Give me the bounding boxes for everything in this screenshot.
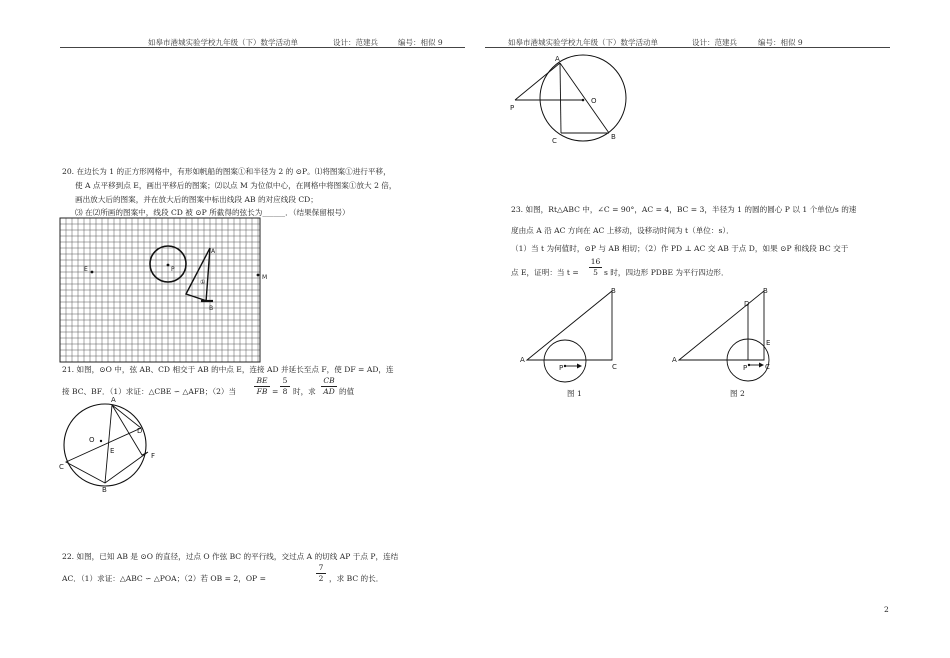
q23-figure-2 <box>667 283 787 387</box>
q21-frac3-num: CB <box>323 376 335 385</box>
label-one: ① <box>200 279 206 286</box>
q21-frac2 <box>280 376 290 397</box>
q22-frac <box>316 563 326 584</box>
q21-frac1-den: FB <box>254 386 270 397</box>
q21-label-o: O <box>89 436 95 444</box>
page-number: 2 <box>884 605 889 614</box>
q22-label-p: P <box>510 104 515 112</box>
q20-line2: 使 A 点平移到点 E，画出平移后的图案；⑵以点 M 为位似中心，在网格中将图案①放大 2 倍， <box>75 181 397 190</box>
q21-frac3 <box>321 376 337 397</box>
label-e: E <box>84 266 88 273</box>
q23-fig1-caption: 图 1 <box>567 389 582 398</box>
sail-mast <box>206 248 210 302</box>
q23-line3: （1）当 t 为何值时，⊙P 与 AB 相切；（2）作 PD ⊥ AC 交 AB 于点 D，如果 ⊙P 和线段 BC 交于 <box>511 244 849 253</box>
q23-frac-num: 16 <box>590 257 601 266</box>
q21-line2a: 接 BC、BF．（1）求证：△CBE ∽ △AFB；（2）当 <box>62 387 237 396</box>
q23-frac-den: 5 <box>589 267 602 278</box>
q21-label-f: F <box>151 452 156 460</box>
q23-fig2-caption: 图 2 <box>730 389 745 398</box>
q23-figure-1 <box>515 283 635 387</box>
q21-line2b: 时，求 <box>293 387 316 396</box>
fig2-triangle <box>679 291 764 360</box>
q23-line1: 23. 如图，Rt△ABC 中，∠C = 90°，AC = 4，BC = 3，半径为 1 的圆的圆心 P 以 1 个单位/s 的速 <box>511 205 857 214</box>
label-b: B <box>209 305 214 312</box>
q23-line4b: s 时，四边形 PDBE 为平行四边形． <box>604 268 729 277</box>
fig1-circle-p <box>544 340 586 382</box>
circle-o <box>64 404 146 486</box>
q22-tangent-ap <box>515 63 560 100</box>
header-left-rule <box>60 47 465 48</box>
q21-frac2-den: 8 <box>280 386 290 397</box>
header-right-number: 编号：相似 9 <box>758 38 803 47</box>
header-left-number: 编号：相似 9 <box>398 38 443 47</box>
q21-label-b: B <box>102 486 107 494</box>
q21-frac1-num: BE <box>256 376 268 385</box>
q21-line2c: 的值 <box>339 387 355 396</box>
q20-grid-figure <box>58 216 268 366</box>
label-a: A <box>211 248 216 255</box>
q21-frac2-num: 5 <box>282 376 288 385</box>
q22-line2b: ，求 BC 的长． <box>329 574 384 583</box>
header-left-school: 如皋市港城实验学校九年级（下）数学活动单 <box>148 38 298 47</box>
fig2-label-e: E <box>766 339 771 347</box>
label-m: M <box>262 274 268 281</box>
q21-lines <box>66 405 148 483</box>
q21-label-e: E <box>110 447 115 455</box>
grid-lines <box>60 218 260 362</box>
q23-frac <box>589 257 602 278</box>
q22-circle-o <box>540 55 626 141</box>
label-p: P <box>171 266 175 273</box>
q21-label-a: A <box>111 396 116 404</box>
point-o <box>100 440 102 442</box>
q22-figure <box>505 52 635 148</box>
header-right-design: 设计：范建兵 <box>692 38 737 47</box>
fig1-arrow-head <box>577 364 582 369</box>
q23-line4a: 点 E，证明：当 t = <box>511 268 579 277</box>
q22-label-b: B <box>611 133 616 141</box>
fig1-label-c: C <box>612 363 617 371</box>
q20-line1: 20. 在边长为 1 的正方形网格中，有形如帆船的图案①和半径为 2 的 ⊙P。⑴将图案①进行平移， <box>62 167 391 176</box>
q23-line2: 度由点 A 沿 AC 方向在 AC 上移动，设移动时间为 t（单位：s）． <box>511 226 734 235</box>
fig1-label-p: P <box>559 364 564 372</box>
fig2-label-b: B <box>763 287 768 295</box>
q20-line3: 画出放大后的图案，并在放大后的图案中标出线段 AB 的对应线段 CD； <box>75 195 318 204</box>
header-left-design: 设计：范建兵 <box>333 38 378 47</box>
q21-line1: 21. 如图，⊙O 中，弦 AB、CD 相交于 AB 的中点 E，连接 AD 并延长至点 F，使 DF = AD，连 <box>62 365 394 374</box>
q21-frac1 <box>254 376 270 397</box>
fig2-label-c: C <box>765 363 770 371</box>
q22-label-a: A <box>555 55 560 63</box>
fig1-label-b: B <box>611 287 616 295</box>
point-m <box>257 274 260 277</box>
q21-label-c: C <box>59 463 64 471</box>
header-right-rule <box>485 47 890 48</box>
header-right-school: 如皋市港城实验学校九年级（下）数学活动单 <box>508 38 658 47</box>
point-p <box>167 264 170 267</box>
q22-line1: 22. 如图，已知 AB 是 ⊙O 的直径，过点 O 作弦 BC 的平行线，交过点 A 的切线 AP 于点 P，连结 <box>62 552 399 561</box>
fig2-label-a: A <box>672 356 677 364</box>
q22-chord-ac <box>560 63 561 133</box>
q21-frac3-den: AD <box>321 386 337 397</box>
q22-diameter-ab <box>560 63 609 133</box>
q22-frac-num: 7 <box>318 563 324 572</box>
fig2-label-d: D <box>744 300 750 308</box>
q21-label-d: D <box>137 427 143 435</box>
q22-label-c: C <box>552 137 557 145</box>
q20-line4: ⑶ 在⑵所画的图案中，线段 CD 被 ⊙P 所截得的弦长为______．（结果保留根号） <box>75 208 350 217</box>
q21-figure <box>55 395 170 495</box>
fig2-arrow-head <box>759 363 764 368</box>
q21-eq: = <box>272 387 279 396</box>
q22-label-o: O <box>591 97 597 105</box>
q22-frac-den: 2 <box>316 573 326 584</box>
point-e <box>91 271 94 274</box>
fig1-triangle <box>527 291 612 360</box>
fig2-label-p: P <box>743 364 748 372</box>
q22-line2a: AC．（1）求证：△ABC ∽ △POA；（2）若 OB = 2，OP = <box>62 574 266 583</box>
fig1-label-a: A <box>520 356 525 364</box>
